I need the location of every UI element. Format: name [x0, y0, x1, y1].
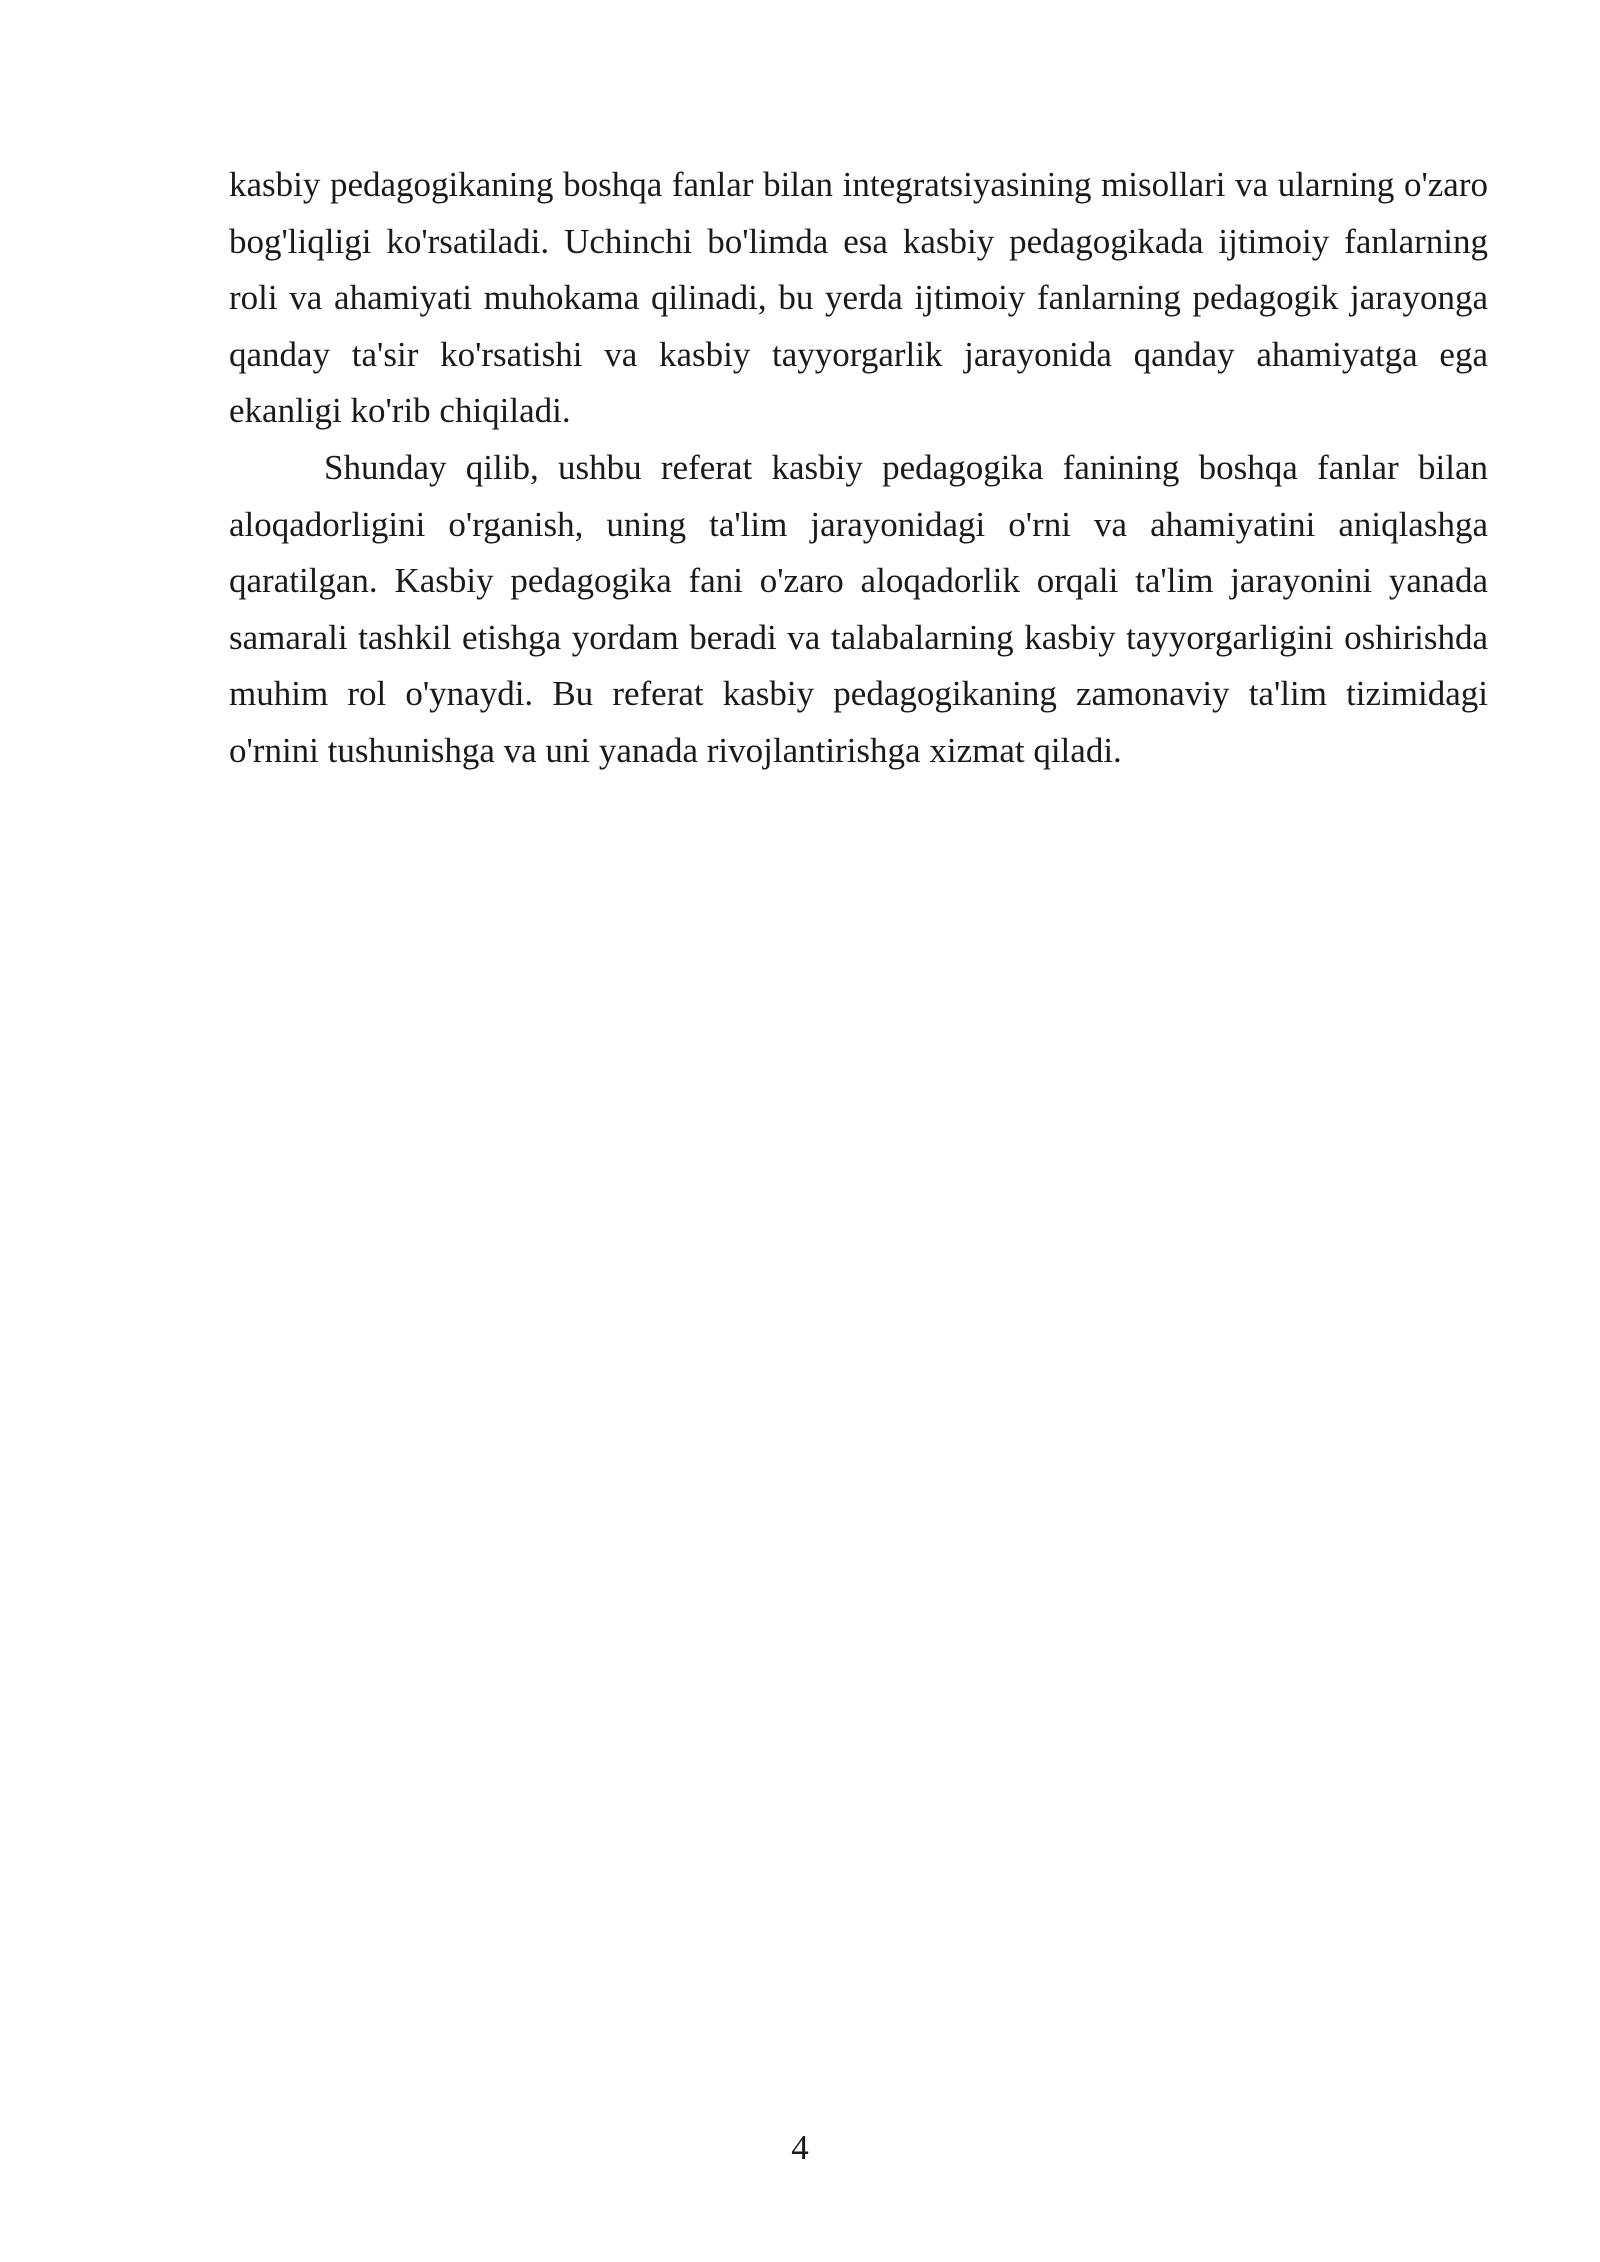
- paragraph-continuation: kasbiy pedagogikaning boshqa fanlar bilan integratsiyasining misollari va ularning o'zaro bog'liqligi ko'rsatiladi. Uchinchi bo'limda esa kasbiy pedagogikada ijtimoiy fanlarning roli va ahamiyati muhokama qilinadi, bu yerda ijtimoiy fanlarning pedagogik jarayonga qanday ta'sir ko'rsatishi va kasbiy tayyorgarlik jarayonida qanday ahamiyatga ega ekanligi ko'rib chiqiladi.: [229, 165, 1488, 431]
- paragraph-conclusion: Shunday qilib, ushbu referat kasbiy pedagogika fanining boshqa fanlar bilan aloqadorligini o'rganish, uning ta'lim jarayonidagi o'rni va ahamiyatini aniqlashga qaratilgan. Kasbiy pedagogika fani o'zaro aloqadorlik orqali ta'lim jarayonini yanada samarali tashkil etishga yordam beradi va talabalarning kasbiy tayyorgarligini oshirishda muhim rol o'ynaydi. Bu referat kasbiy pedagogikaning zamonaviy ta'lim tizimidagi o'rnini tushunishga va uni yanada rivojlantirishga xizmat qiladi.: [229, 447, 1488, 770]
- body-text: [229, 157, 1488, 780]
- page-number: 4: [791, 2128, 809, 2167]
